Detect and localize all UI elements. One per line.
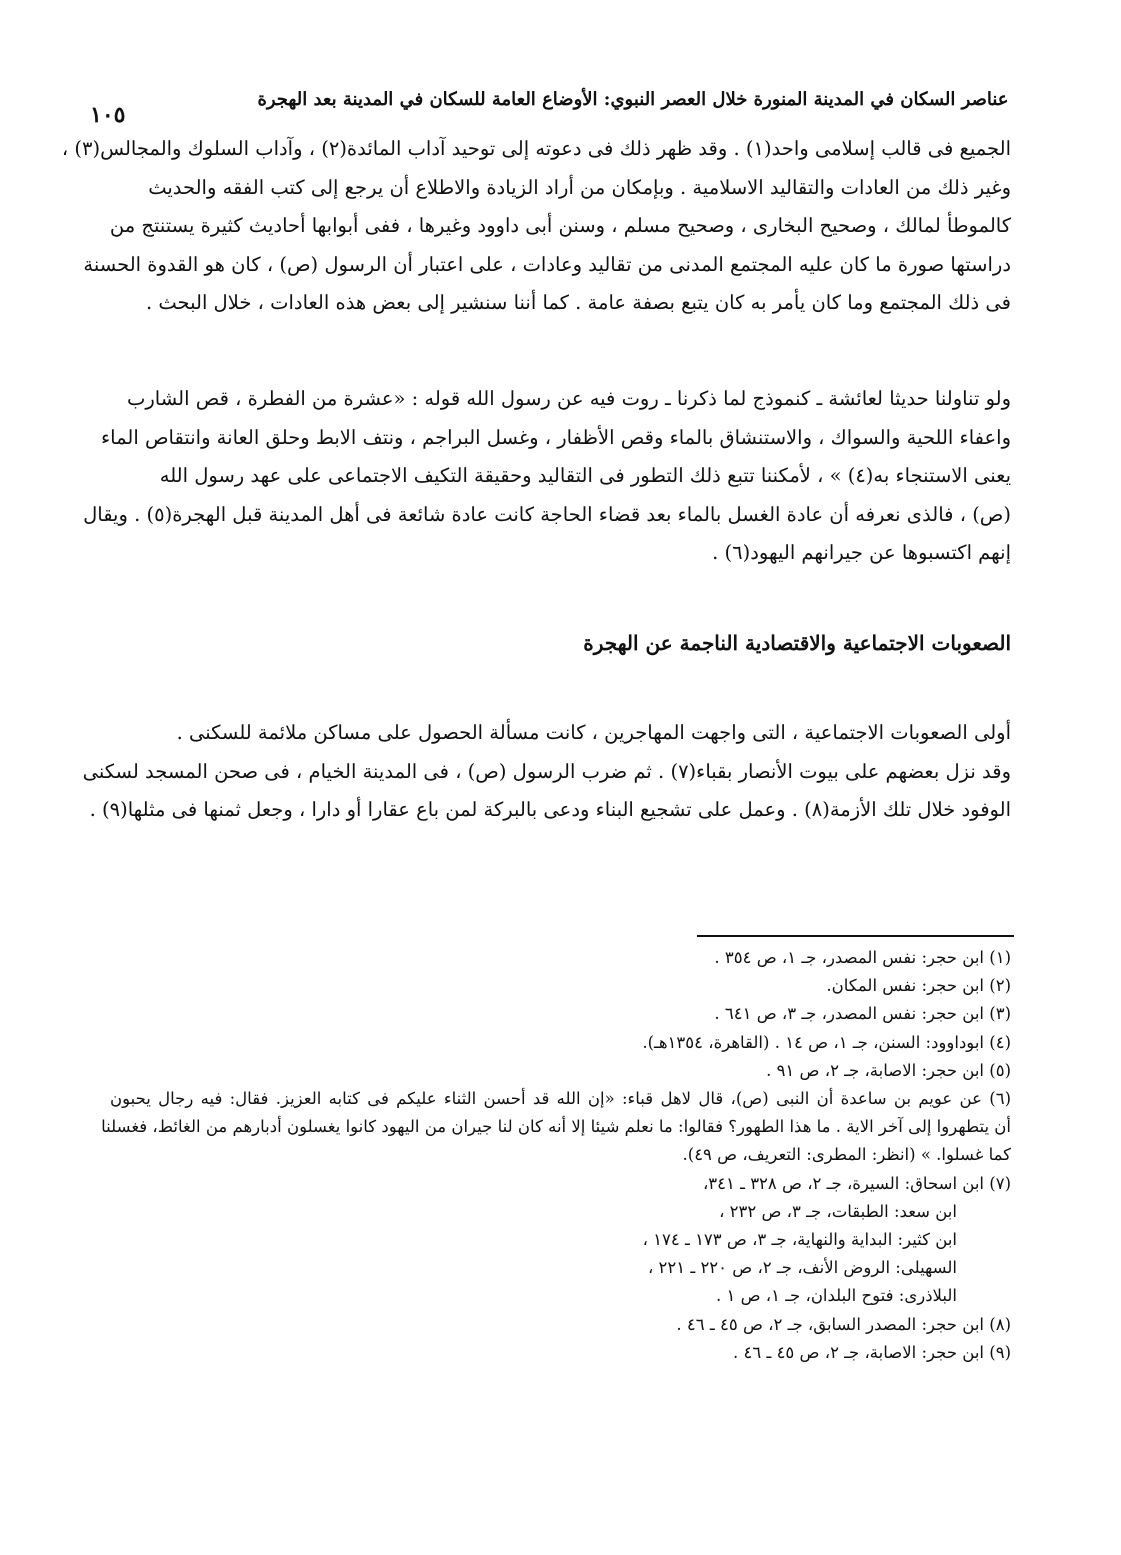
footnote-continuation: ابن سعد: الطبقات، جـ ٣، ص ٢٣٢ ، [719, 1201, 957, 1221]
paragraph-line: الوفود خلال تلك الأزمة(٨) . وعمل على تشجيع البناء ودعى بالبركة لمن باع عقارا أو دارا ، وجعل ثمنها فى مثلها(٩) . [89, 798, 1011, 821]
paragraph-line: أولى الصعوبات الاجتماعية ، التى واجهت المهاجرين ، كانت مسألة الحصول على مساكن ملائمة للسكنى . [176, 721, 1011, 744]
section-heading: الصعوبات الاجتماعية والاقتصادية الناجمة عن الهجرة [583, 631, 1011, 655]
paragraph-2 [83, 380, 1011, 573]
footnote-continuation: البلاذرى: فتوح البلدان، جـ ١، ص ١ . [715, 1286, 957, 1306]
footnote: (٥) ابن حجر: الاصابة، جـ ٢، ص ٩١ . [766, 1060, 1011, 1080]
paragraph-line: ولو تناولنا حديثا لعائشة ـ كنموذج لما ذكرنا ـ روت فيه عن رسول الله قوله : «عشرة من الفطرة ، قص الشارب [127, 387, 1011, 410]
footnote-continuation: السهيلى: الروض الأنف، جـ ٢، ص ٢٢٠ ـ ٢٢١ ، [647, 1258, 957, 1278]
footnote: (٦) عن عويم بن ساعدة أن النبى (ص)، قال لاهل قباء: «إن الله قد أحسن الثناء عليكم فى كتابه العزيز. فقال: فيه رجال يحبون [110, 1089, 1011, 1109]
footnote: (٩) ابن حجر: الاصابة، جـ ٢، ص ٤٥ ـ ٤٦ . [733, 1342, 1011, 1362]
footnote: (١) ابن حجر: نفس المصدر، جـ ١، ص ٣٥٤ . [714, 948, 1011, 967]
paragraph-1 [61, 130, 1011, 323]
footnote-divider [697, 935, 1014, 937]
footnote: (٧) ابن اسحاق: السيرة، جـ ٢، ص ٣٢٨ ـ ٣٤١، [702, 1173, 1011, 1193]
footnote: (٤) ابوداوود: السنن، جـ ١، ص ١٤ . (القاهرة، ١٣٥٤هـ). [642, 1032, 1011, 1052]
paragraph-line: إنهم اكتسبوها عن جيرانهم اليهود(٦) . [712, 541, 1011, 564]
paragraph-line: كالموطأ لمالك ، وصحيح البخارى ، وصحيح مسلم ، وسنن أبى داوود وغيرها ، ففى أبوابها أحاديث كثيرة يستنتج من [109, 214, 1011, 237]
paragraph-line: فى ذلك المجتمع وما كان يأمر به كان يتبع بصفة عامة . كما أننا سنشير إلى بعض هذه العادات ، خلال البحث . [145, 291, 1011, 314]
footnote: (٨) ابن حجر: المصدر السابق، جـ ٢، ص ٤٥ ـ ٤٦ . [676, 1314, 1011, 1334]
footnote-continuation: كما غسلوا. » (انظر: المطرى: التعريف، ص ٤٩). [682, 1145, 1011, 1165]
paragraph-line: دراستها صورة ما كان عليه المجتمع المدنى من تقاليد وعادات ، على اعتبار أن الرسول (ص) ، كان هو القدوة الحسنة [83, 252, 1011, 276]
paragraph-line: وغير ذلك من العادات والتقاليد الاسلامية . وبإمكان من أراد الزيادة والاطلاع أن يرجع إلى كتب الفقه والحديث [148, 175, 1011, 199]
paragraph-line: (ص) ، فالذى نعرفه أن عادة الغسل بالماء بعد قضاء الحاجة كانت عادة شائعة فى أهل المدينة قبل الهجرة(٥) . ويقال [83, 502, 1011, 526]
page-number: ١٠٥ [90, 102, 126, 128]
running-header: عناصر السكان في المدينة المنورة خلال العصر النبوي: الأوضاع العامة للسكان في المدينة بعد الهجرة [257, 89, 1009, 110]
footnote: (٢) ابن حجر: نفس المكان. [826, 976, 1011, 996]
paragraph-3 [82, 714, 1011, 830]
paragraph-line: واعفاء اللحية والسواك ، والاستنشاق بالماء وقص الأظفار ، وغسل البراجم ، ونتف الابط وحلق العانة وانتقاص الماء [101, 425, 1011, 449]
footnote-continuation: أن يتطهروا إلى آخر الاية . ما هذا الطهور؟ فقالوا: ما نعلم شيئا إلا أنه كان لنا جيران من اليهود كانوا يغسلون أدبارهم من الغائط، فغسلنا [101, 1117, 1011, 1137]
footnotes [101, 944, 1011, 1367]
paragraph-line: يعنى الاستنجاء به(٤) » ، لأمكننا تتبع ذلك التطور فى التقاليد وحقيقة التكيف الاجتماعى على عهد رسول الله [159, 464, 1011, 487]
footnote-continuation: ابن كثير: البداية والنهاية، جـ ٣، ص ١٧٣ ـ ١٧٤ ، [642, 1230, 957, 1250]
footnote: (٣) ابن حجر: نفس المصدر، جـ ٣، ص ٦٤١ . [714, 1004, 1011, 1024]
paragraph-line: وقد نزل بعضهم على بيوت الأنصار بقباء(٧) . ثم ضرب الرسول (ص) ، فى المدينة الخيام ، فى صحن المسجد لسكنى [82, 759, 1011, 783]
paragraph-line: الجميع فى قالب إسلامى واحد(١) . وقد ظهر ذلك فى دعوته إلى توحيد آداب المائدة(٢) ، وآداب السلوك والمجالس(٣) ، [61, 137, 1011, 160]
